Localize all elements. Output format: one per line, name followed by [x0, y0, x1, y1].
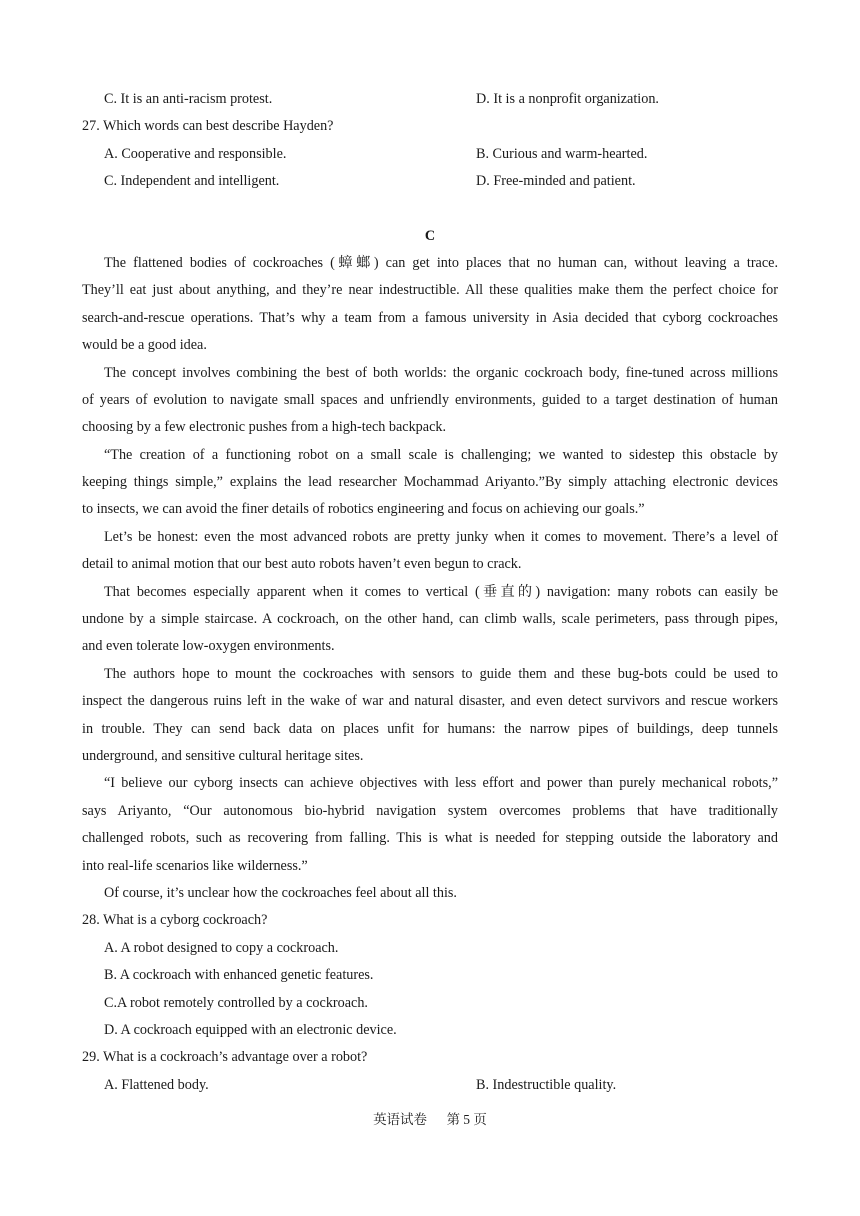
passage-line: in trouble. They can send back data on places unfit for humans: the narrow pipes of buildings, deep tunnels: [82, 720, 778, 737]
passage-line: “The creation of a functioning robot on a small scale is challenging; we wanted to sidestep this obstacle by: [104, 446, 778, 463]
passage-line: and even tolerate low-oxygen environments.: [82, 638, 335, 655]
passage-line: They’ll eat just about anything, and they’re near indestructible. All these qualities make them the perfect choice for: [82, 282, 778, 299]
passage-line: says Ariyanto, “Our autonomous bio-hybrid navigation system overcomes problems that have traditionally: [82, 802, 778, 819]
passage-line: “I believe our cyborg insects can achieve objectives with less effort and power than purely mechanical robots,”: [104, 775, 778, 792]
q28-option-a: A. A robot designed to copy a cockroach.: [104, 939, 339, 956]
passage-line: undone by a simple staircase. A cockroach, on the other hand, can climb walls, scale perimeters, pass through pipes,: [82, 611, 778, 628]
passage-line: underground, and sensitive cultural heritage sites.: [82, 747, 364, 764]
q29-question: 29. What is a cockroach’s advantage over a robot?: [82, 1049, 368, 1066]
exam-page-content: [82, 86, 778, 1099]
q27-options-row-ab: [82, 141, 778, 168]
passage-line: search-and-rescue operations. That’s why a team from a famous university in Asia decided that cyborg cockroaches: [82, 309, 778, 326]
q28-option-d: D. A cockroach equipped with an electronic device.: [104, 1021, 397, 1038]
passage-line: inspect the dangerous ruins left in the wake of war and natural disaster, and even detect survivors and rescue workers: [82, 693, 778, 710]
passage-line: of years of evolution to navigate small spaces and unfriendly environments, guided to a target destination of human: [82, 391, 778, 408]
passage-line: detail to animal motion that our best auto robots haven’t even begun to crack.: [82, 556, 522, 573]
q27-option-b: B. Curious and warm-hearted.: [476, 145, 648, 162]
passage-line: The authors hope to mount the cockroaches with sensors to guide them and these bug-bots could be used to: [104, 665, 778, 682]
passage-line: into real-life scenarios like wilderness.”: [82, 857, 308, 874]
passage-paragraph: [82, 250, 778, 360]
passage-paragraph: [82, 661, 778, 771]
q27-options-row-cd: [82, 168, 778, 195]
passage-line: Let’s be honest: even the most advanced robots are pretty junky when it comes to movement. There’s a level of: [104, 528, 778, 545]
passage-paragraph: [82, 880, 778, 907]
q27-option-c: C. Independent and intelligent.: [104, 173, 280, 190]
passage-line: choosing by a few electronic pushes from a high-tech backpack.: [82, 419, 447, 436]
footer-subject: 英语试卷: [373, 1112, 428, 1127]
passage-paragraph: [82, 524, 778, 579]
page-footer: [0, 1108, 860, 1128]
passage-paragraph: [82, 360, 778, 442]
passage-line: to insects, we can avoid the finer details of robotics engineering and focus on achieving our goals.”: [82, 501, 645, 518]
q28-option-c: C.A robot remotely controlled by a cockroach.: [104, 994, 368, 1011]
passage-paragraph: [82, 579, 778, 661]
passage-line: Of course, it’s unclear how the cockroaches feel about all this.: [104, 884, 457, 901]
passage-paragraph: [82, 770, 778, 880]
q29-option-a: A. Flattened body.: [104, 1076, 209, 1093]
passage-line: The flattened bodies of cockroaches (蟑螂) can get into places that no human can, without leaving a trace.: [104, 254, 778, 271]
q26-option-d: D. It is a nonprofit organization.: [476, 91, 659, 107]
q28-question: 28. What is a cyborg cockroach?: [82, 912, 268, 929]
reading-passage: [82, 250, 778, 907]
q27-option-d: D. Free-minded and patient.: [476, 173, 636, 190]
q28-option-b: B. A cockroach with enhanced genetic features.: [104, 967, 374, 984]
q29-options-row-ab: [82, 1072, 778, 1099]
q26-options-row-cd: [82, 86, 778, 113]
passage-line: would be a good idea.: [82, 337, 207, 354]
section-heading: C: [424, 227, 436, 244]
q29-option-b: B. Indestructible quality.: [476, 1076, 617, 1093]
q26-option-c: C. It is an anti-racism protest.: [104, 91, 273, 107]
passage-line: challenged robots, such as recovering from falling. This is what is needed for stepping outside the laboratory and: [82, 830, 778, 847]
passage-line: keeping things simple,” explains the lead researcher Mochammad Ariyanto.”By simply attaching electronic devices: [82, 474, 778, 491]
passage-paragraph: [82, 442, 778, 524]
passage-line: The concept involves combining the best of both worlds: the organic cockroach body, fine-tuned across millions: [104, 364, 778, 381]
footer-page-number: 第 5 页: [446, 1112, 487, 1127]
q27-option-a: A. Cooperative and responsible.: [104, 145, 287, 162]
passage-line: That becomes especially apparent when it comes to vertical (垂直的) navigation: many robots can easily be: [104, 583, 778, 600]
q27-question: 27. Which words can best describe Hayden?: [82, 118, 334, 135]
